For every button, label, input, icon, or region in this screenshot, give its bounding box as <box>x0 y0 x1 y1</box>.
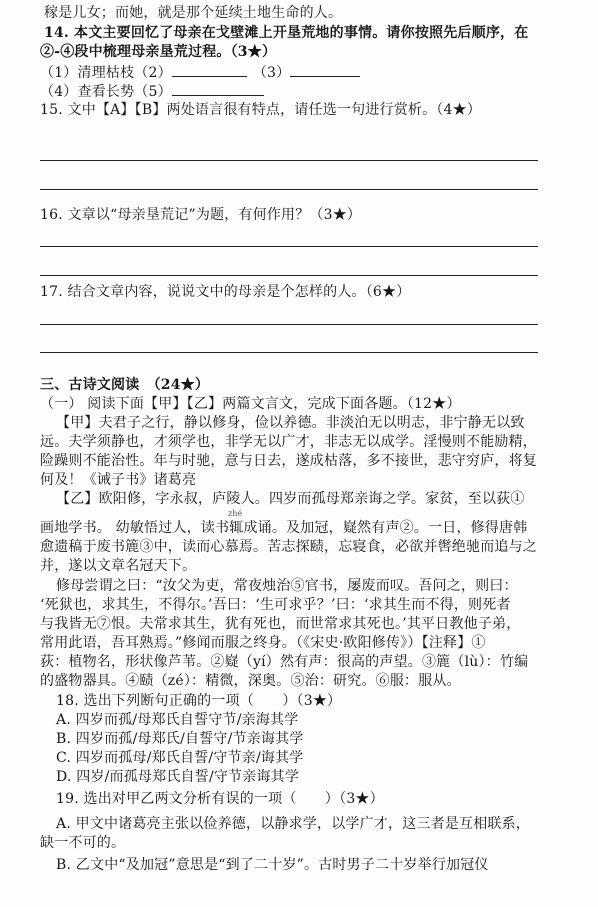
passage-jia: 险躁则不能治性。年与时驰，意与日去，遂成枯落，多不接世，悲守穷庐，将复 <box>40 453 537 469</box>
option-b[interactable]: B. 四岁而孤/母郑氏/自誓守/节亲诲其学 <box>56 731 304 747</box>
passage-yi: 并，遂以文章名冠天下。 <box>40 558 197 574</box>
passage-jia: 何及！《诫子书》诸葛亮 <box>40 472 197 488</box>
steps-label-1-2: （1）清理枯枝（2） <box>40 65 172 81</box>
answer-blank-2[interactable] <box>172 62 247 77</box>
passage-yi: 与我皆无⑦恨。夫常求其生，犹有死也，而世常求其死也。’其平日教他子弟， <box>40 616 521 632</box>
passage-jia: 远。夫学须静也，才须学也，非学无以广才，非志无以成学。淫慢则不能励精， <box>40 434 537 450</box>
question-14: 14. 本文主要回忆了母亲在戈壁滩上开垦荒地的事情。请你按照先后顺序，在 <box>44 25 529 41</box>
option-a[interactable]: A. 四岁而孤/母郑氏自誓守节/亲海其学 <box>56 712 299 728</box>
question-19: 19. 选出对甲乙两文分析有误的一项（ ）（3★） <box>56 791 384 807</box>
answer-blank-5[interactable] <box>172 81 264 96</box>
option-a[interactable]: A. 甲文中诸葛亮主张以俭养德，以静求学，以学广才，这三者是互相联系， <box>56 816 531 832</box>
handwritten-note: zhé <box>228 509 243 518</box>
steps-label-3: （3） <box>252 65 291 81</box>
question-14-steps-row1 <box>40 62 360 82</box>
passage-instructions: （一） 阅读下面【甲】【乙】两篇文言文，完成下面各题。（12★） <box>40 396 461 412</box>
question-14-steps-row2 <box>40 81 264 101</box>
section-heading: 三、古诗文阅读 （24★） <box>40 377 210 393</box>
passage-yi: 修母尝谓之曰：“汝父为吏，常夜烛治⑤官书，屡废而叹。吾问之，则曰： <box>56 578 518 594</box>
answer-line[interactable] <box>40 352 538 353</box>
passage-yi: 【乙】欧阳修，字永叔，庐陵人。四岁而孤母郑亲诲之学。家贫，至以荻① <box>56 491 525 507</box>
option-a-cont: 缺一不可的。 <box>40 835 126 851</box>
answer-line[interactable] <box>40 324 538 325</box>
annotation-notes: 的盛物器具。④赜（zé）：精微，深奥。⑤治：研究。⑥服：服从。 <box>40 673 461 689</box>
passage-jia: 【甲】夫君子之行，静以修身，俭以养德。非淡泊无以明志，非宁静无以致 <box>56 415 525 431</box>
passage-yi: ‘死狱也，求其生，不得尔。’吾曰：‘生可求乎？’曰：‘求其生而不得，则死者 <box>40 597 511 613</box>
passage-yi: 愈遗稿于废书簏③中，读而心慕焉。苦志探赜，忘寝食，必欲并辔绝驰而追与之 <box>40 539 537 555</box>
question-16: 16. 文章以“母亲垦荒记”为题，有何作用？（3★） <box>40 207 362 223</box>
question-17: 17. 结合文章内容，说说文中的母亲是个怎样的人。（6★） <box>40 284 411 300</box>
answer-line[interactable] <box>40 160 538 161</box>
answer-line[interactable] <box>40 189 538 190</box>
option-d[interactable]: D. 四岁/而孤母郑氏自誓/守节亲诲其学 <box>56 769 300 785</box>
answer-line[interactable] <box>40 246 538 247</box>
passage-yi: 常用此语，吾耳熟焉。”修闻而服之终身。（《宋史·欧阳修传》）【注释】① <box>40 635 486 651</box>
question-14-cont: ②-④段中梳理母亲垦荒过程。（3★） <box>40 44 277 60</box>
annotation-notes: 荻：植物名，形状像芦苇。②嶷（yí）然有声：很高的声望。③簏（lù）：竹编 <box>40 654 529 670</box>
steps-label-4-5: （4）查看长势（5） <box>40 84 172 100</box>
answer-line[interactable] <box>40 275 538 276</box>
text-line: 稼是儿女；而她，就是那个延续土地生命的人。 <box>44 5 343 21</box>
passage-yi: 画地学书。 幼敏悟过人，读书辄成诵。及加冠，嶷然有声②。一日，修得唐韩 <box>40 520 528 536</box>
question-15: 15. 文中【A】【B】两处语言很有特点，请任选一句进行赏析。（4★） <box>40 102 482 118</box>
option-c[interactable]: C. 四岁而孤母/郑氏自誓/守节亲/诲其学 <box>56 750 304 766</box>
question-18: 18. 选出下列断句正确的一项（ ）（3★） <box>56 693 342 709</box>
answer-blank-3[interactable] <box>290 62 360 77</box>
option-b[interactable]: B. 乙文中“及加冠”意思是“到了二十岁”。古时男子二十岁举行加冠仪 <box>56 857 489 873</box>
